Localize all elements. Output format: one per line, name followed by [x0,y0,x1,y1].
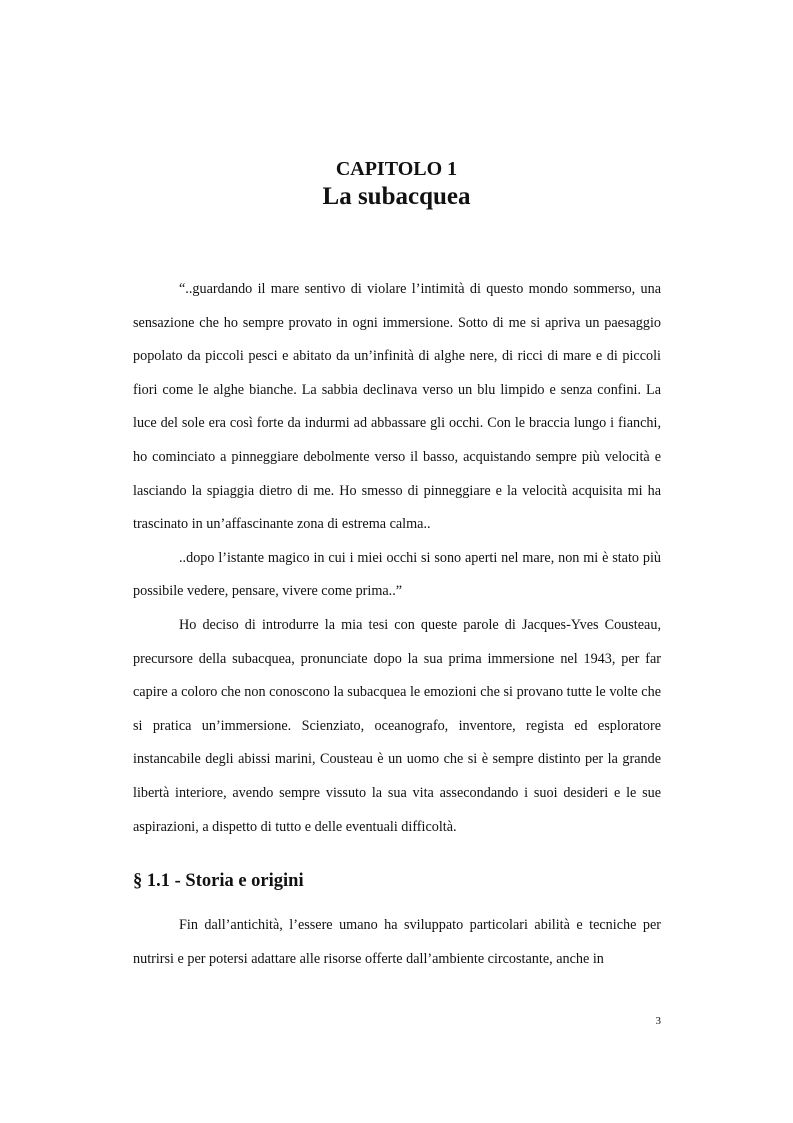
quote-block [133,273,661,609]
section-block [133,909,661,976]
page-number: 3 [655,1015,661,1027]
section-paragraph: Fin dall’antichità, l’essere umano ha sviluppato particolari abilità e tecniche per nutrirsi e per potersi adattare alle risorse offerte dall’ambiente circostante, anche in [133,917,661,967]
chapter-label: CAPITOLO 1 [335,158,458,180]
section-heading: § 1.1 - Storia e origini [133,871,304,891]
chapter-title: La subacquea [322,183,471,210]
intro-paragraph: Ho deciso di introdurre la mia tesi con queste parole di Jacques-Yves Cousteau, precursore della subacquea, pronunciate dopo la sua prima immersione nel 1943, per far capire a coloro che non conoscono la subacquea le emozioni che si provano tutte le volte che si pratica un’immersione. Scienziato, oceanografo, inventore, regista ed esploratore instancabile degli abissi marini, Cousteau è un uomo che si è sempre distinto per la grande libertà interiore, avendo sempre vissuto la sua vita assecondando i suoi desideri e le sue aspirazioni, a dispetto di tutto e delle eventuali difficoltà. [133,617,661,835]
quote-paragraph: “..guardando il mare sentivo di violare l’intimità di questo mondo sommerso, una sensazione che ho sempre provato in ogni immersione. Sotto di me si apriva un paesaggio popolato da piccoli pesci e abitato da un’infinità di alghe nere, di ricci di mare e di piccoli fiori come le alghe bianche. La sabbia declinava verso un blu limpido e senza confini. La luce del sole era così forte da indurmi ad abbassare gli occhi. Con le braccia lungo i fianchi, ho cominciato a pinneggiare debolmente verso il basso, acquistando sempre più velocità e lasciando la spiaggia dietro di me. Ho smesso di pinneggiare e la velocità acquisita mi ha trascinato in un’affascinante zona di estrema calma.. [133,281,661,533]
quote-paragraph: ..dopo l’istante magico in cui i miei occhi si sono aperti nel mare, non mi è stato più possibile vedere, pensare, vivere come prima..” [133,549,661,600]
intro-block [133,609,661,844]
